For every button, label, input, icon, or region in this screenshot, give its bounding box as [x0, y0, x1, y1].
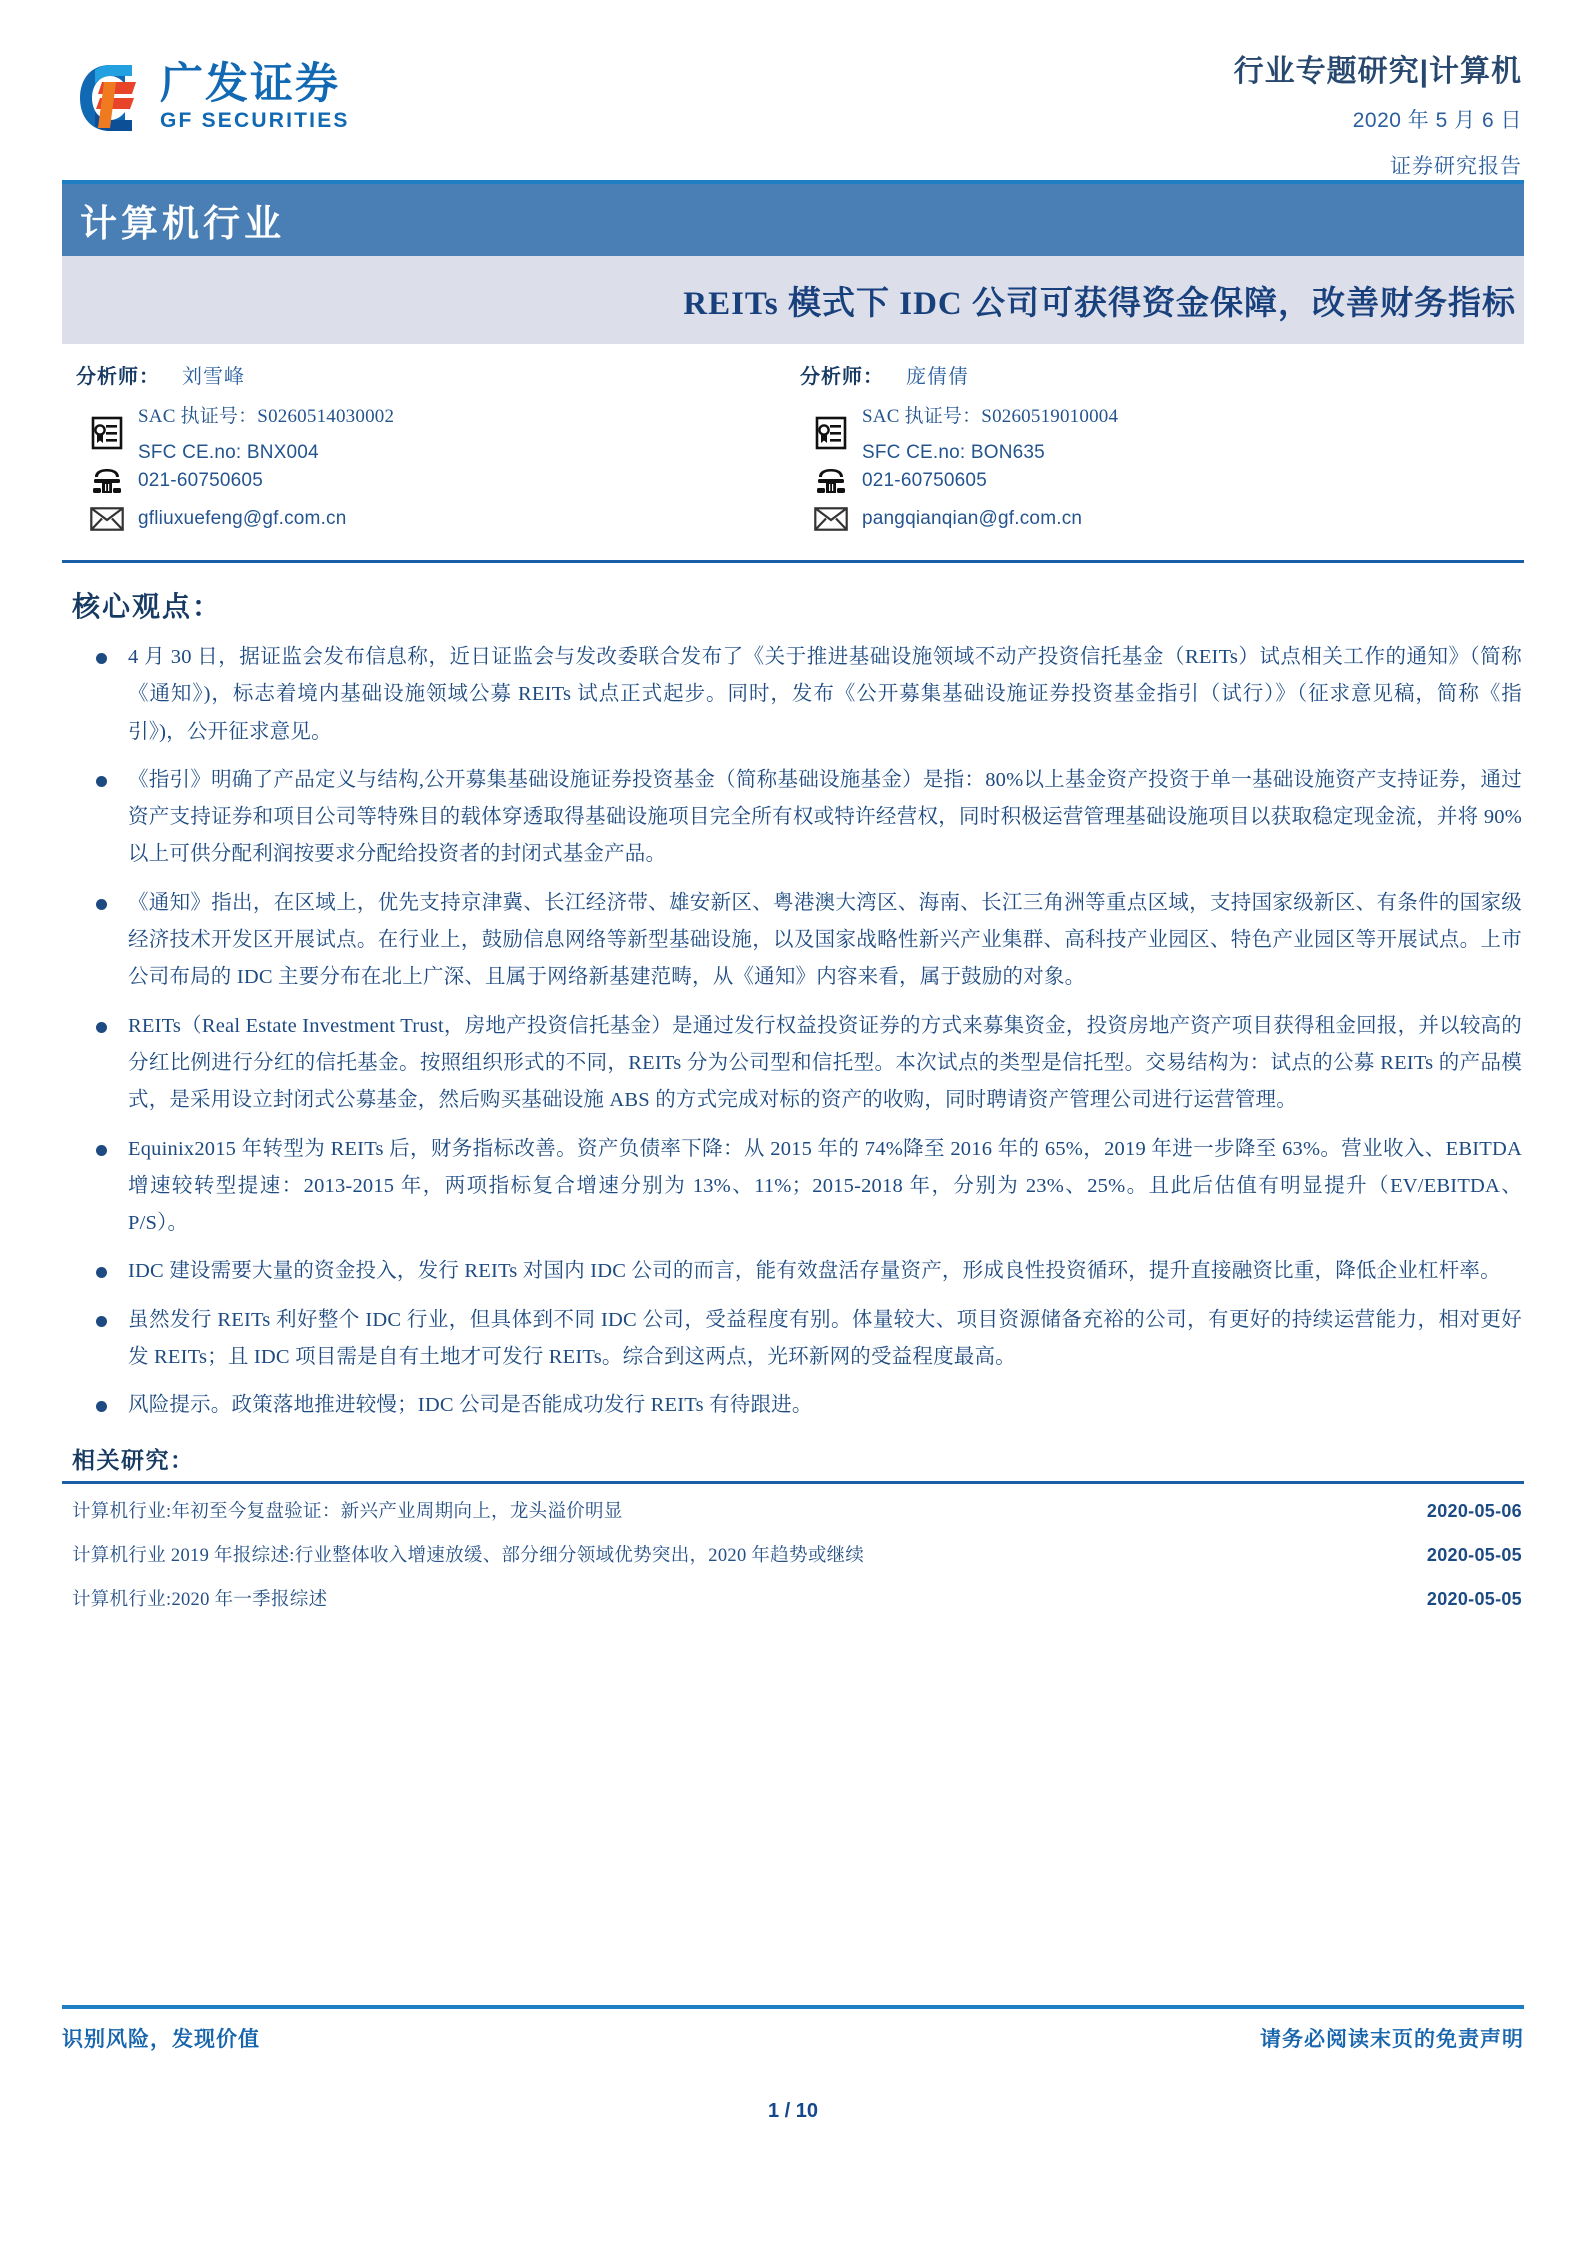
analyst-1-credentials — [76, 401, 800, 464]
gf-securities-logo — [74, 59, 350, 134]
list-item: 4 月 30 日，据证监会发布信息称，近日证监会与发改委联合发布了《关于推进基础设施领域不动产投资信托基金（REITs）试点相关工作的通知》（简称《通知》)，标志着境内基础设施领域公募 REITs 试点正式起步。同时，发布《公开募集基础设施证券投资基金指引（试行）》（征求意见稿，简称《指引》)，公开征求意见。 — [80, 639, 1522, 751]
page-number: 1 / 10 — [767, 2100, 819, 2122]
industry-banner — [62, 184, 1524, 256]
report-title: REITs 模式下 IDC 公司可获得资金保障，改善财务指标 — [683, 285, 1516, 322]
related-research-date: 2020-05-05 — [1426, 1544, 1522, 1565]
gf-logo-mark-icon — [74, 62, 146, 134]
table-row[interactable] — [62, 1488, 1524, 1532]
list-item: 虽然发行 REITs 利好整个 IDC 行业，但具体到不同 IDC 公司，受益程度有别。体量较大、项目资源储备充裕的公司，有更好的持续运营能力，相对更好发 REITs；且 IDC 项目需是自有土地才可发行 REITs。综合到这两点，光环新网的受益程度最高。 — [80, 1302, 1522, 1377]
analyst-1-email-row — [76, 502, 800, 536]
core-view-list — [62, 639, 1524, 1425]
table-row[interactable] — [62, 1576, 1524, 1620]
related-research-date: 2020-05-05 — [1426, 1588, 1522, 1609]
analyst-1-cred-lines — [138, 401, 394, 464]
analyst-1-phone: 021-60750605 — [138, 470, 263, 491]
core-view-heading: 核心观点： — [72, 592, 223, 623]
telephone-icon — [800, 468, 862, 494]
analyst-1-sfc: SFC CE.no: BNX004 — [138, 442, 319, 463]
header-category-title: 行业专题研究|计算机 — [1233, 55, 1522, 88]
list-item: Equinix2015 年转型为 REITs 后，财务指标改善。资产负债率下降：从 2015 年的 74%降至 2016 年的 65%，2019 年进一步降至 63%。营业收入、EBITDA 增速较转型提速：2013-2015 年，两项指标复合增速分别为 13%、11%；2015-2018 年，分别为 23%、25%。且此后估值有明显提升（EV/EBITDA、P/S）。 — [80, 1131, 1522, 1243]
list-item: IDC 建设需要大量的资金投入，发行 REITs 对国内 IDC 公司的而言，能有效盘活存量资产，形成良性投资循环，提升直接融资比重，降低企业杠杆率。 — [80, 1253, 1522, 1290]
analyst-1-phone-row — [76, 464, 800, 498]
analyst-column-2 — [800, 360, 1524, 540]
header-report-kind: 证券研究报告 — [1390, 155, 1522, 178]
related-research-date: 2020-05-06 — [1426, 1500, 1522, 1521]
related-research-name: 计算机行业:年初至今复盘验证：新兴产业周期向上，龙头溢价明显 — [72, 1501, 623, 1522]
footer-text-row — [62, 2009, 1524, 2053]
analyst-2-cred-lines — [862, 401, 1118, 464]
analyst-2-phone: 021-60750605 — [862, 470, 987, 491]
analyst-2-sfc: SFC CE.no: BON635 — [862, 442, 1045, 463]
footer-slogan: 识别风险，发现价值 — [62, 2027, 260, 2051]
related-research-divider — [62, 1481, 1524, 1484]
analyst-2-phone-row — [800, 464, 1524, 498]
footer-disclaimer-note: 请务必阅读末页的免责声明 — [1260, 2027, 1524, 2051]
analyst-1-header — [76, 360, 800, 389]
page-footer — [62, 2005, 1524, 2053]
analyst-block — [62, 344, 1524, 548]
list-item: 《通知》指出，在区域上，优先支持京津冀、长江经济带、雄安新区、粤港澳大湾区、海南、长江三角洲等重点区域，支持国家级新区、有条件的国家级经济技术开发区开展试点。在行业上，鼓励信息网络等新型基础设施，以及国家战略性新兴产业集群、高科技产业园区、特色产业园区等开展试点。上市公司布局的 IDC 主要分布在北上广深、且属于网络新基建范畴，从《通知》内容来看，属于鼓励的对象。 — [80, 885, 1522, 997]
related-research-heading: 相关研究： — [72, 1447, 195, 1473]
certificate-icon — [76, 401, 138, 464]
header-meta — [1234, 52, 1522, 180]
list-item: 《指引》明确了产品定义与结构,公开募集基础设施证券投资基金（简称基础设施基金）是指：80%以上基金资产投资于单一基础设施资产支持证券，通过资产支持证券和项目公司等特殊目的载体穿透取得基础设施项目完全所有权或特许经营权，同时积极运营管理基础设施项目以获取稳定现金流，并将 90%以上可供分配利润按要求分配给投资者的封闭式基金产品。 — [80, 762, 1522, 874]
analyst-2-sac: SAC 执证号：S0260519010004 — [862, 406, 1119, 427]
analyst-1-sac: SAC 执证号：S0260514030002 — [138, 406, 395, 427]
analyst-1-email[interactable]: gfliuxuefeng@gf.com.cn — [138, 508, 347, 529]
analyst-2-header — [800, 360, 1524, 389]
header-date: 2020 年 5 月 6 日 — [1352, 109, 1522, 132]
report-title-banner — [62, 256, 1524, 344]
envelope-icon — [800, 507, 862, 531]
related-research-name: 计算机行业 2019 年报综述:行业整体收入增速放缓、部分细分领域优势突出，2020 年趋势或继续 — [72, 1545, 865, 1566]
certificate-icon — [800, 401, 862, 464]
analyst-2-email[interactable]: pangqianqian@gf.com.cn — [862, 508, 1083, 529]
analyst-2-name: 庞倩倩 — [906, 366, 969, 388]
analyst-2-email-row — [800, 502, 1524, 536]
logo-chinese-name: 广发证券 — [160, 59, 340, 108]
page-header — [62, 0, 1524, 178]
list-item: REITs（Real Estate Investment Trust，房地产投资信托基金）是通过发行权益投资证券的方式来募集资金，投资房地产资产项目获得租金回报，并以较高的分红比例进行分红的信托基金。按照组织形式的不同，REITs 分为公司型和信托型。本次试点的类型是信托型。交易结构为：试点的公募 REITs 的产品模式，是采用设立封闭式公募基金，然后购买基础设施 ABS 的方式完成对标的资产的收购，同时聘请资产管理公司进行运营管理。 — [80, 1008, 1522, 1120]
gf-logo-wordmark — [160, 59, 350, 134]
analyst-column-1 — [76, 360, 800, 540]
list-item: 风险提示。政策落地推进较慢；IDC 公司是否能成功发行 REITs 有待跟进。 — [80, 1387, 1522, 1424]
analyst-2-label: 分析师： — [800, 366, 884, 388]
telephone-icon — [76, 468, 138, 494]
related-research-name: 计算机行业:2020 年一季报综述 — [72, 1589, 328, 1610]
analyst-1-name: 刘雪峰 — [182, 366, 245, 388]
envelope-icon — [76, 507, 138, 531]
analyst-2-credentials — [800, 401, 1524, 464]
table-row[interactable] — [62, 1532, 1524, 1576]
industry-banner-label: 计算机行业 — [80, 204, 285, 245]
analyst-1-label: 分析师： — [76, 366, 160, 388]
page-content — [62, 0, 1524, 1620]
logo-english-name: GF SECURITIES — [160, 109, 350, 133]
